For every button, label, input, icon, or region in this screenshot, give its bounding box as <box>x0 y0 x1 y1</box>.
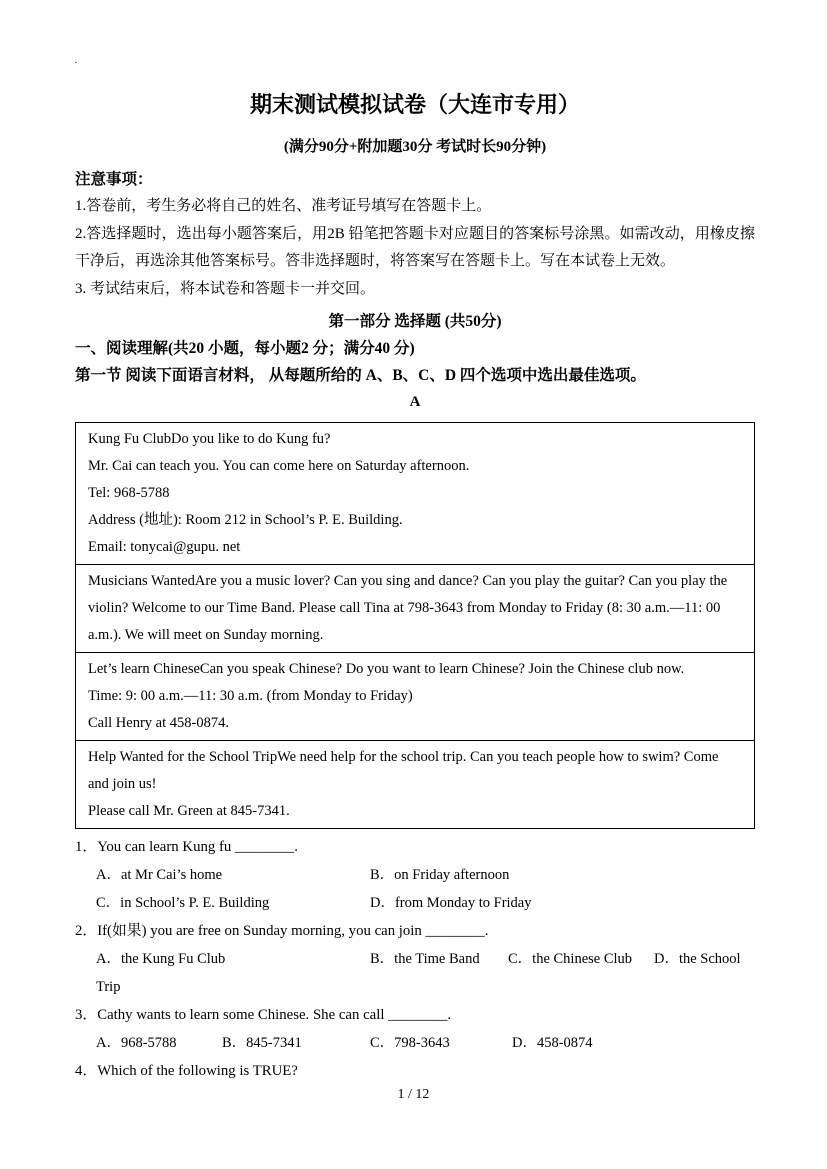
table-line: Time: 9: 00 a.m.—11: 30 a.m. (from Monday to Friday) <box>88 688 413 704</box>
question-1-option-b: B．on Friday afternoon <box>370 867 510 883</box>
question-3-text: 3．Cathy wants to learn some Chinese. She can call ________. <box>75 1007 452 1023</box>
table-line: Musicians WantedAre you a music lover? Can you sing and dance? Can you play the guitar? Can you play the violin? Welcome to our Time Band. Please call Tina at 798-3643 from Monday to Friday (8: 30 a.m.—11: 00 a.m.). We will meet on Sunday morning. <box>88 573 728 643</box>
table-line: Email: tonycai@gupu. net <box>88 539 241 555</box>
question-2-option-a: A．the Kung Fu Club <box>96 951 226 967</box>
question-1-option-c: C．in School’s P. E. Building <box>96 895 270 911</box>
notice-line-2: 2.答选择题时，选出每小题答案后，用2B 铅笔把答题卡对应题目的答案标号涂黑。如需改动，用橡皮擦干净后，再选涂其他答案标号。答非选择题时，将答案写在答题卡上。写在本试卷上无效。 <box>75 225 755 269</box>
page-footer <box>0 1085 827 1105</box>
question-3-option-d: D．458-0874 <box>512 1035 593 1051</box>
table-row-kungfu-club <box>76 423 754 564</box>
question-4 <box>75 1057 755 1085</box>
corner-mark: · <box>74 57 78 69</box>
table-row-learn-chinese <box>76 652 754 740</box>
notice-line-1: 1.答卷前，考生务必将自己的姓名、准考证号填写在答题卡上。 <box>75 198 492 214</box>
question-3-option-a: A．968-5788 <box>96 1035 177 1051</box>
question-1-options-row-2 <box>96 889 755 917</box>
question-2-option-b: B．the Time Band <box>370 951 480 967</box>
part-heading: 第一部分 选择题 (共50分) <box>328 313 502 330</box>
question-2-text: 2．If(如果) you are free on Sunday morning, you can join ________. <box>75 923 489 939</box>
question-3 <box>75 1001 755 1057</box>
notice-line-3: 3. 考试结束后，将本试卷和答题卡一并交回。 <box>75 280 376 297</box>
question-2-options <box>96 945 755 1001</box>
question-2-option-c: C．the Chinese Club <box>508 951 633 967</box>
question-4-text: 4．Which of the following is TRUE? <box>75 1063 298 1079</box>
page-subtitle: (满分90分+附加题30分 考试时长90分钟) <box>283 139 547 155</box>
table-line: Call Henry at 458-0874. <box>88 715 229 731</box>
question-3-option-b: B．845-7341 <box>222 1035 302 1051</box>
page-number: 1 / 12 <box>397 1087 430 1102</box>
passage-table <box>75 422 755 829</box>
question-2-option-d: D．the School Trip <box>96 951 741 995</box>
question-3-option-c: C．798-3643 <box>370 1035 450 1051</box>
subsection-heading: 第一节 阅读下面语言材料， 从每题所给的 A、B、C、D 四个选项中选出最佳选项。 <box>75 367 646 384</box>
question-2 <box>75 917 755 1001</box>
section-heading: 一、阅读理解(共20 小题，每小题2 分；满分40 分) <box>75 340 415 357</box>
table-row-school-trip <box>76 740 754 828</box>
table-row-musicians-wanted <box>76 564 754 652</box>
table-line: Tel: 968-5788 <box>88 485 170 501</box>
notice-heading: 注意事项： <box>75 171 153 188</box>
question-1-option-a: A．at Mr Cai’s home <box>96 867 223 883</box>
question-1-options-row-1 <box>96 861 755 889</box>
table-line: Please call Mr. Green at 845-7341. <box>88 803 290 819</box>
question-1 <box>75 833 755 917</box>
table-line: Let’s learn ChineseCan you speak Chinese? Do you want to learn Chinese? Join the Chinese club now. <box>88 661 685 677</box>
page-title: 期末测试模拟试卷（大连市专用） <box>249 92 580 117</box>
question-1-text: 1．You can learn Kung fu ________. <box>75 839 298 855</box>
questions-section <box>75 833 755 1085</box>
table-line: Kung Fu ClubDo you like to do Kung fu? <box>88 431 331 447</box>
question-3-options-row <box>96 1029 755 1057</box>
table-line: Mr. Cai can teach you. You can come here on Saturday afternoon. <box>88 458 470 474</box>
table-line: Help Wanted for the School TripWe need help for the school trip. Can you teach people how to swim? Come and join us! <box>88 749 719 792</box>
question-1-option-d: D．from Monday to Friday <box>370 895 532 911</box>
passage-label: A <box>409 394 421 410</box>
table-line: Address (地址): Room 212 in School’s P. E. Building. <box>88 512 403 528</box>
